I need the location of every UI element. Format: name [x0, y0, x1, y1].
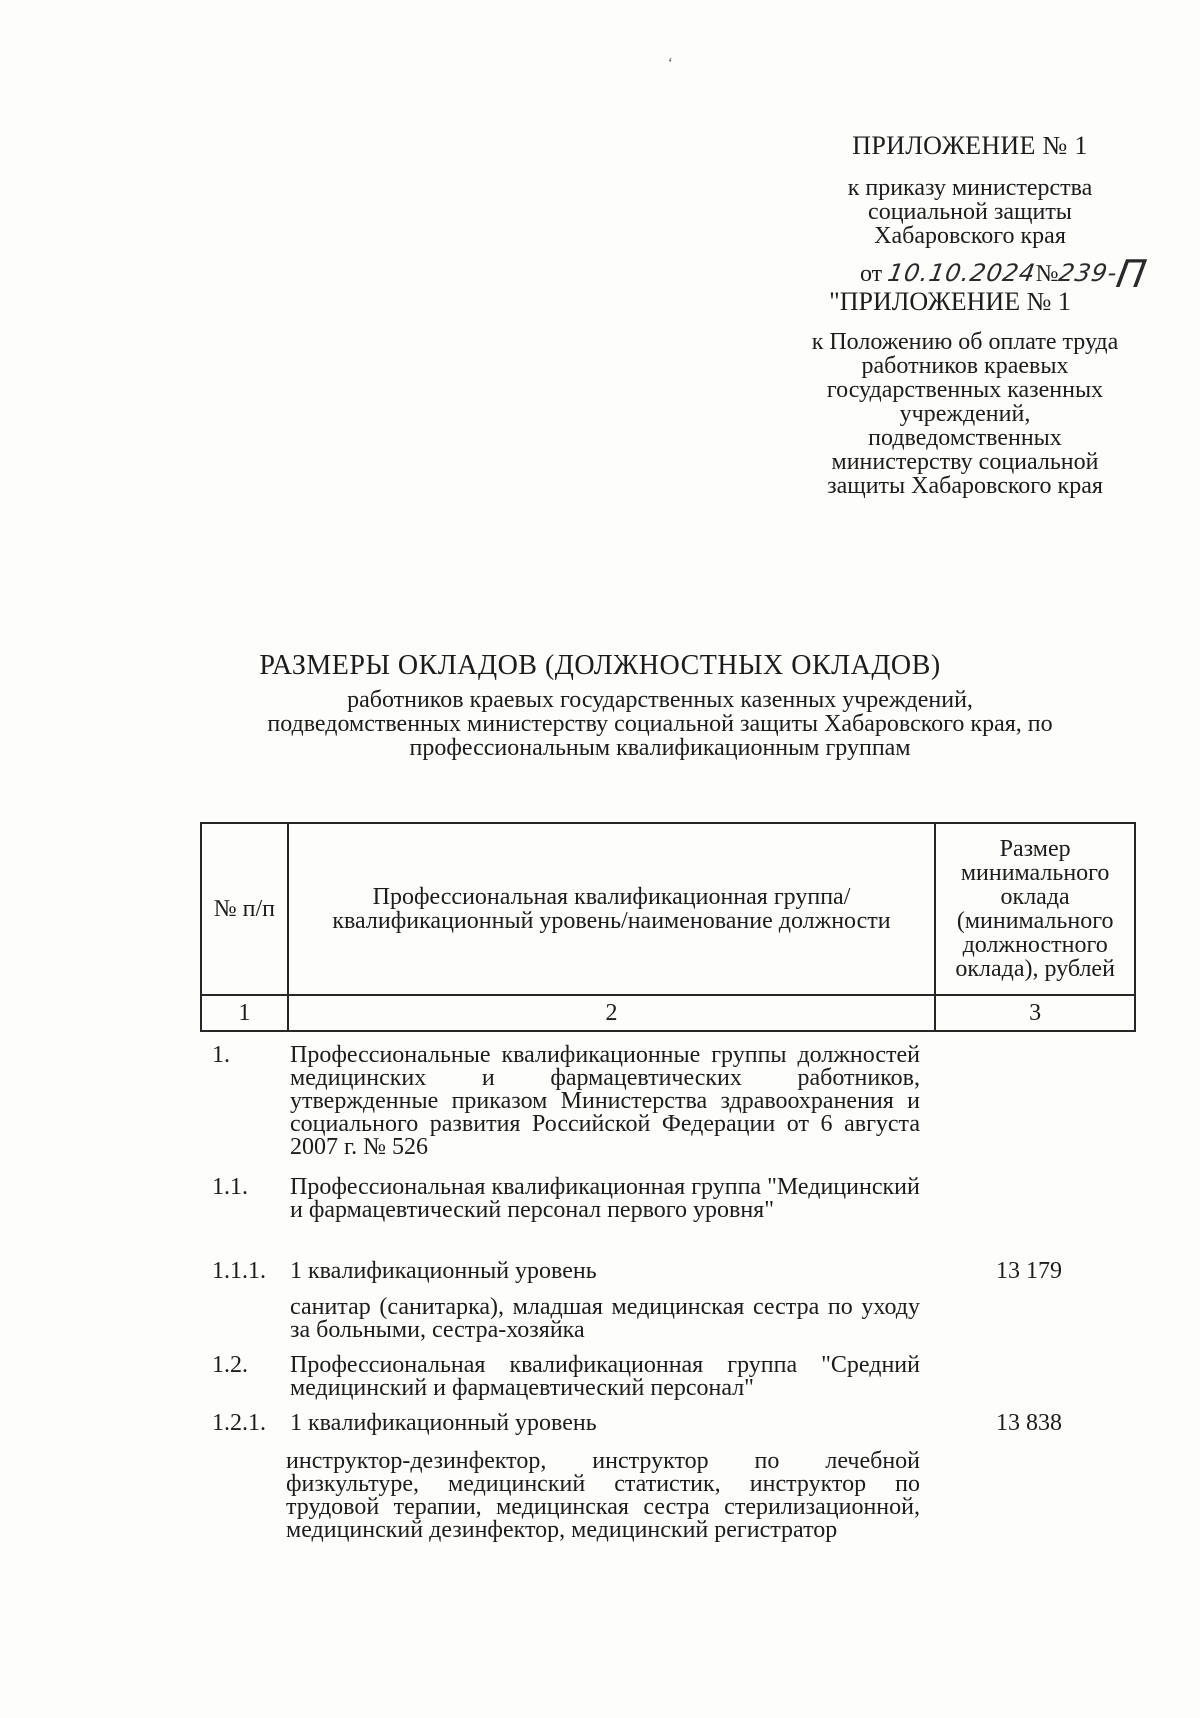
table-header-row — [201, 823, 1135, 995]
attachment-title: ПРИЛОЖЕНИЕ № 1 — [852, 131, 1088, 160]
scan-mark: ‘ — [668, 56, 673, 71]
attachment2-line: к Положению об оплате труда — [811, 329, 1119, 355]
number-prefix: № — [1035, 261, 1059, 287]
row-text: инструктор-дезинфектор, инструктор по лечебной физкультуре, медицинский статистик, инструктор по трудовой терапии, медицинская сестра стерилизационной, медицинский дезинфектор, медицинский регистратор — [286, 1448, 920, 1543]
attachment-lines — [760, 176, 1180, 248]
row-text: Профессиональная квалификационная группа "Медицинский и фармацевтический персонал первого уровня" — [290, 1174, 920, 1223]
subtitle-line: работников краевых государственных казенных учреждений, — [347, 687, 973, 713]
attachment2-line: защиты Хабаровского края — [827, 473, 1103, 499]
column-number: 1 — [201, 995, 288, 1031]
row-text: санитар (санитарка), младшая медицинская сестра по уходу за больными, сестра-хозяйка — [290, 1294, 920, 1343]
row-number: 1.1. — [212, 1174, 248, 1200]
subtitle-line: подведомственных министерству социальной защиты Хабаровского края, по — [267, 711, 1053, 737]
row-number: 1.1.1. — [212, 1258, 266, 1284]
attachment2-line: подведомственных — [868, 425, 1062, 451]
row-text: Профессиональные квалификационные группы должностей медицинских и фармацевтических работников, утвержденные приказом Министерства здравоохранения и социального развития Российской Федерации от 6 августа 2007 г. № 526 — [290, 1042, 920, 1160]
document-subtitle — [190, 688, 1130, 760]
attachment2-line: государственных казенных — [826, 377, 1104, 403]
attachment2-line: учреждений, — [899, 401, 1031, 427]
column-number: 2 — [288, 995, 936, 1031]
handwritten-number: 239- — [1056, 259, 1120, 287]
row-number: 1.2.1. — [212, 1410, 266, 1436]
header-number: № п/п — [201, 823, 288, 995]
row-number: 1.2. — [212, 1352, 248, 1378]
attachment-line: к приказу министерства — [847, 175, 1093, 201]
handwritten-number-tail: П — [1113, 252, 1151, 296]
attachment-line: социальной защиты — [868, 199, 1072, 225]
attachment2-line: министерству социальной — [831, 449, 1099, 475]
attachment-line: Хабаровского края — [874, 223, 1066, 249]
date-prefix: от — [860, 261, 883, 287]
handwritten-date: 10.10.2024 — [885, 259, 1039, 287]
attachment2-line: работников краевых — [861, 353, 1069, 379]
row-salary-value: 13 838 — [996, 1410, 1062, 1436]
table-column-numbers-row — [201, 995, 1135, 1031]
subtitle-line: профессиональным квалификационным группам — [409, 735, 911, 761]
row-salary-value: 13 179 — [996, 1258, 1062, 1284]
header-group: Профессиональная квалификационная группа/ квалификационный уровень/наименование должности — [288, 823, 936, 995]
attachment2-title: "ПРИЛОЖЕНИЕ № 1 — [829, 287, 1071, 316]
row-text: 1 квалификационный уровень — [290, 1258, 597, 1284]
row-text: Профессиональная квалификационная группа "Средний медицинский и фармацевтический персонал" — [290, 1352, 920, 1401]
column-number: 3 — [935, 995, 1135, 1031]
attachment2-lines — [760, 330, 1170, 498]
salary-table-header — [200, 822, 1136, 1032]
row-number: 1. — [212, 1042, 230, 1068]
row-text: 1 квалификационный уровень — [290, 1410, 597, 1436]
header-salary: Размер минимального оклада (минимального должностного оклада), рублей — [935, 823, 1135, 995]
document-title: РАЗМЕРЫ ОКЛАДОВ (ДОЛЖНОСТНЫХ ОКЛАДОВ) — [259, 650, 941, 681]
